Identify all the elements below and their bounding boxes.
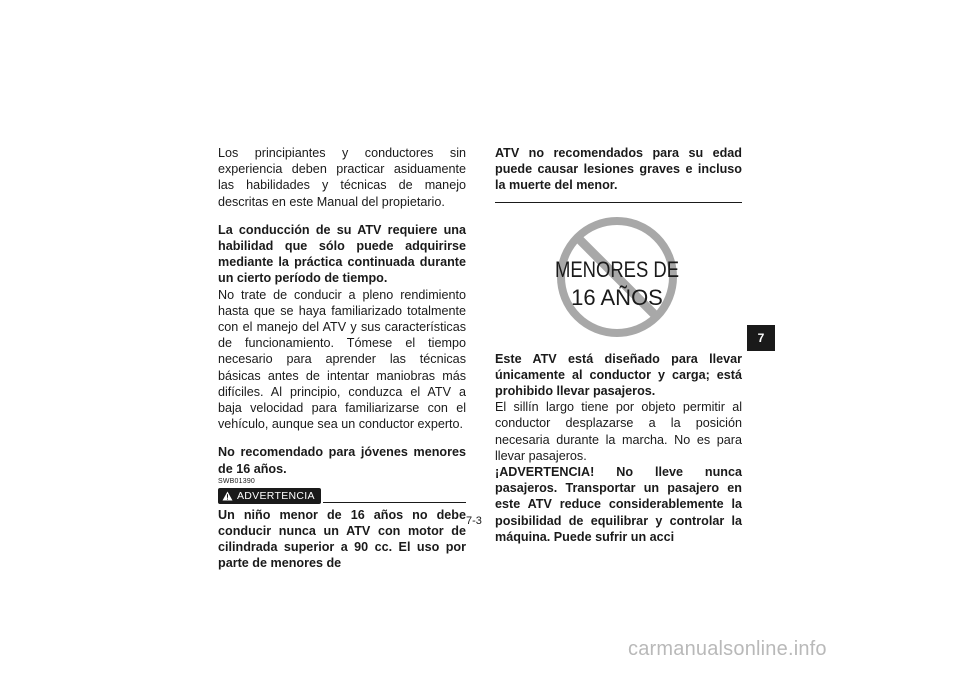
warning-triangle-icon	[222, 491, 233, 501]
intro-paragraph: Los principiantes y conductores sin experiencia deben practicar asiduamente las habilidades y técnicas de manejo descritas en este Manual del propietario.	[218, 146, 466, 209]
no-under-16-sign-icon	[549, 211, 689, 341]
warning-label: ADVERTENCIA	[237, 489, 315, 502]
sign-line-1: MENORES DE	[554, 256, 679, 282]
right-column	[495, 145, 742, 545]
seat-paragraph: El sillín largo tiene por objeto permitir al conductor desplazarse a la posición necesaria durante la marcha. No es para llevar pasajeros.	[495, 400, 742, 463]
warning-rule	[323, 488, 466, 503]
page-number: 7-3	[466, 515, 482, 527]
passenger-heading: Este ATV está diseñado para llevar únicamente al conductor y carga; está prohibido llevar pasajeros.	[495, 351, 742, 399]
warning-end-rule	[495, 202, 742, 203]
passenger-warning: ¡ADVERTENCIA! No lleve nunca pasajeros. Transportar un pasajero en este ATV reduce considerablemente la posibilidad de equilibrar y controlar la máquina. Puede sufrir un acci	[495, 465, 742, 544]
watermark: carmanualsonline.info	[628, 638, 827, 660]
warning-code: SWB01390	[218, 477, 256, 485]
age-heading: No recomendado para jóvenes menores de 16 años.	[218, 445, 466, 476]
age-prohibition-sign	[495, 211, 742, 341]
warning-header	[218, 488, 466, 504]
warning-text-continued: ATV no recomendados para su edad puede causar lesiones graves e incluso la muerte del menor.	[495, 146, 742, 193]
chapter-tab: 7	[747, 325, 775, 351]
left-column	[218, 145, 466, 572]
practice-paragraph: No trate de conducir a pleno rendimiento hasta que se haya familiarizado totalmente con el manejo del ATV y sus características de funcionamiento. Tómese el tiempo necesario para aprender las técnicas básicas antes de intentar maniobras más difíciles. Al principio, conduzca el ATV a baja velocidad para familiarizarse con el vehículo, aunque sea un conductor experto.	[218, 287, 466, 432]
warning-text: Un niño menor de 16 años no debe conducir nunca un ATV con motor de cilindrada superior a 90 cc. El uso por parte de menores de	[218, 507, 466, 571]
warning-badge	[218, 488, 321, 504]
sign-line-2: 16 AÑOS	[570, 284, 663, 310]
skill-heading: La conducción de su ATV requiere una habilidad que sólo puede adquirirse mediante la práctica continuada durante un cierto período de tiempo.	[218, 222, 466, 286]
